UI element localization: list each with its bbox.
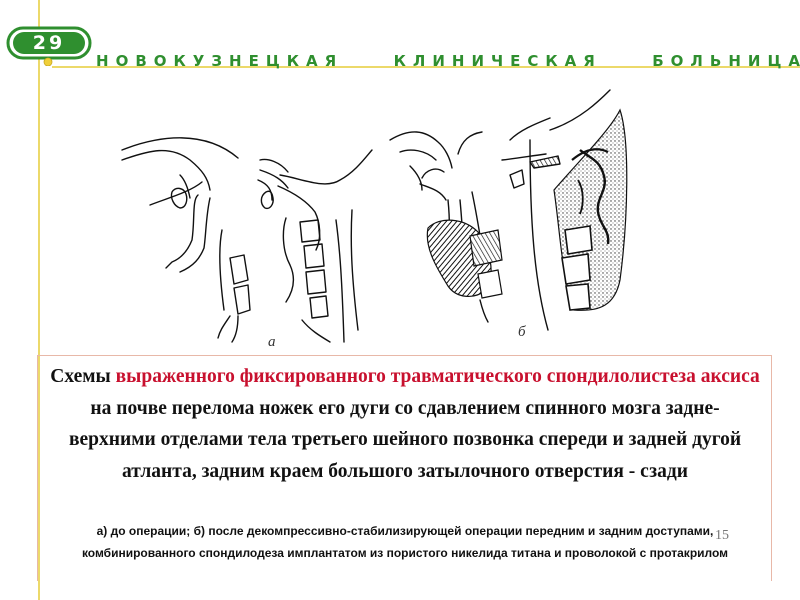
header-letter: В — [135, 52, 147, 70]
header-letter: И — [471, 52, 485, 70]
header-letter: Я — [324, 52, 337, 70]
caption-highlight: выраженного фиксированного травматического спондилолистеза аксиса — [115, 366, 760, 387]
header-letter: Л — [690, 52, 703, 70]
caption-part-3: на почве перелома ножек его дуги со сдавлением спинного мозга задне-верхними отделами тела третьего шейного позвонка спереди и задней дугой атланта, задним краем большого затылочного отверстия - сзади — [68, 397, 742, 482]
header-letter: К — [545, 52, 558, 70]
panel-a-drawing — [122, 138, 372, 342]
panel-label-b: б — [518, 324, 526, 340]
caption-part-1: Схемы — [50, 366, 116, 387]
header-letter: И — [747, 52, 761, 70]
header-letter: Н — [229, 52, 242, 70]
header-letter: Ц — [265, 52, 280, 70]
header-letter: Е — [510, 52, 521, 70]
header-letter: А — [306, 52, 318, 70]
logo-dot-icon — [44, 58, 52, 66]
header-letter: А — [788, 52, 800, 70]
header-letter: Л — [412, 52, 426, 70]
header-word-3 — [652, 52, 800, 70]
header-letter: К — [393, 52, 406, 70]
panel-label-a: а — [268, 334, 276, 350]
header-word-1 — [96, 52, 336, 70]
header-letter: О — [670, 52, 684, 70]
caption-note: а) до операции; б) после декомпрессивно-стабилизирующей операции передним и задним доступами, комбинированного спондилодеза имплантатом из пористого никелида титана и проволокой с протакрилом — [81, 524, 729, 560]
slide-number: 15 — [715, 528, 729, 543]
header-letter: Ц — [767, 52, 782, 70]
header-letter: Е — [248, 52, 259, 70]
header-letter: А — [564, 52, 577, 70]
header-word-2 — [394, 52, 595, 70]
header-letter: Н — [96, 52, 109, 70]
header-letter: С — [527, 52, 539, 70]
hospital-name — [96, 47, 800, 75]
header-letter: Н — [451, 52, 465, 70]
header-letter: И — [432, 52, 445, 70]
header-letter: З — [211, 52, 223, 70]
logo-number: 29 — [32, 32, 66, 54]
header-letter: Н — [728, 52, 741, 70]
header-letter: О — [153, 52, 167, 70]
header-letter: Б — [652, 52, 664, 70]
header-letter: Я — [583, 52, 595, 70]
header-letter: К — [286, 52, 300, 70]
header-letter: Ь — [709, 52, 722, 70]
header-letter: У — [192, 52, 205, 70]
header-letter: К — [173, 52, 186, 70]
header-letter: О — [115, 52, 129, 70]
caption-text — [50, 361, 760, 487]
header-letter: Ч — [491, 52, 504, 70]
hospital-logo — [6, 22, 92, 66]
spine-diagram — [110, 80, 650, 350]
